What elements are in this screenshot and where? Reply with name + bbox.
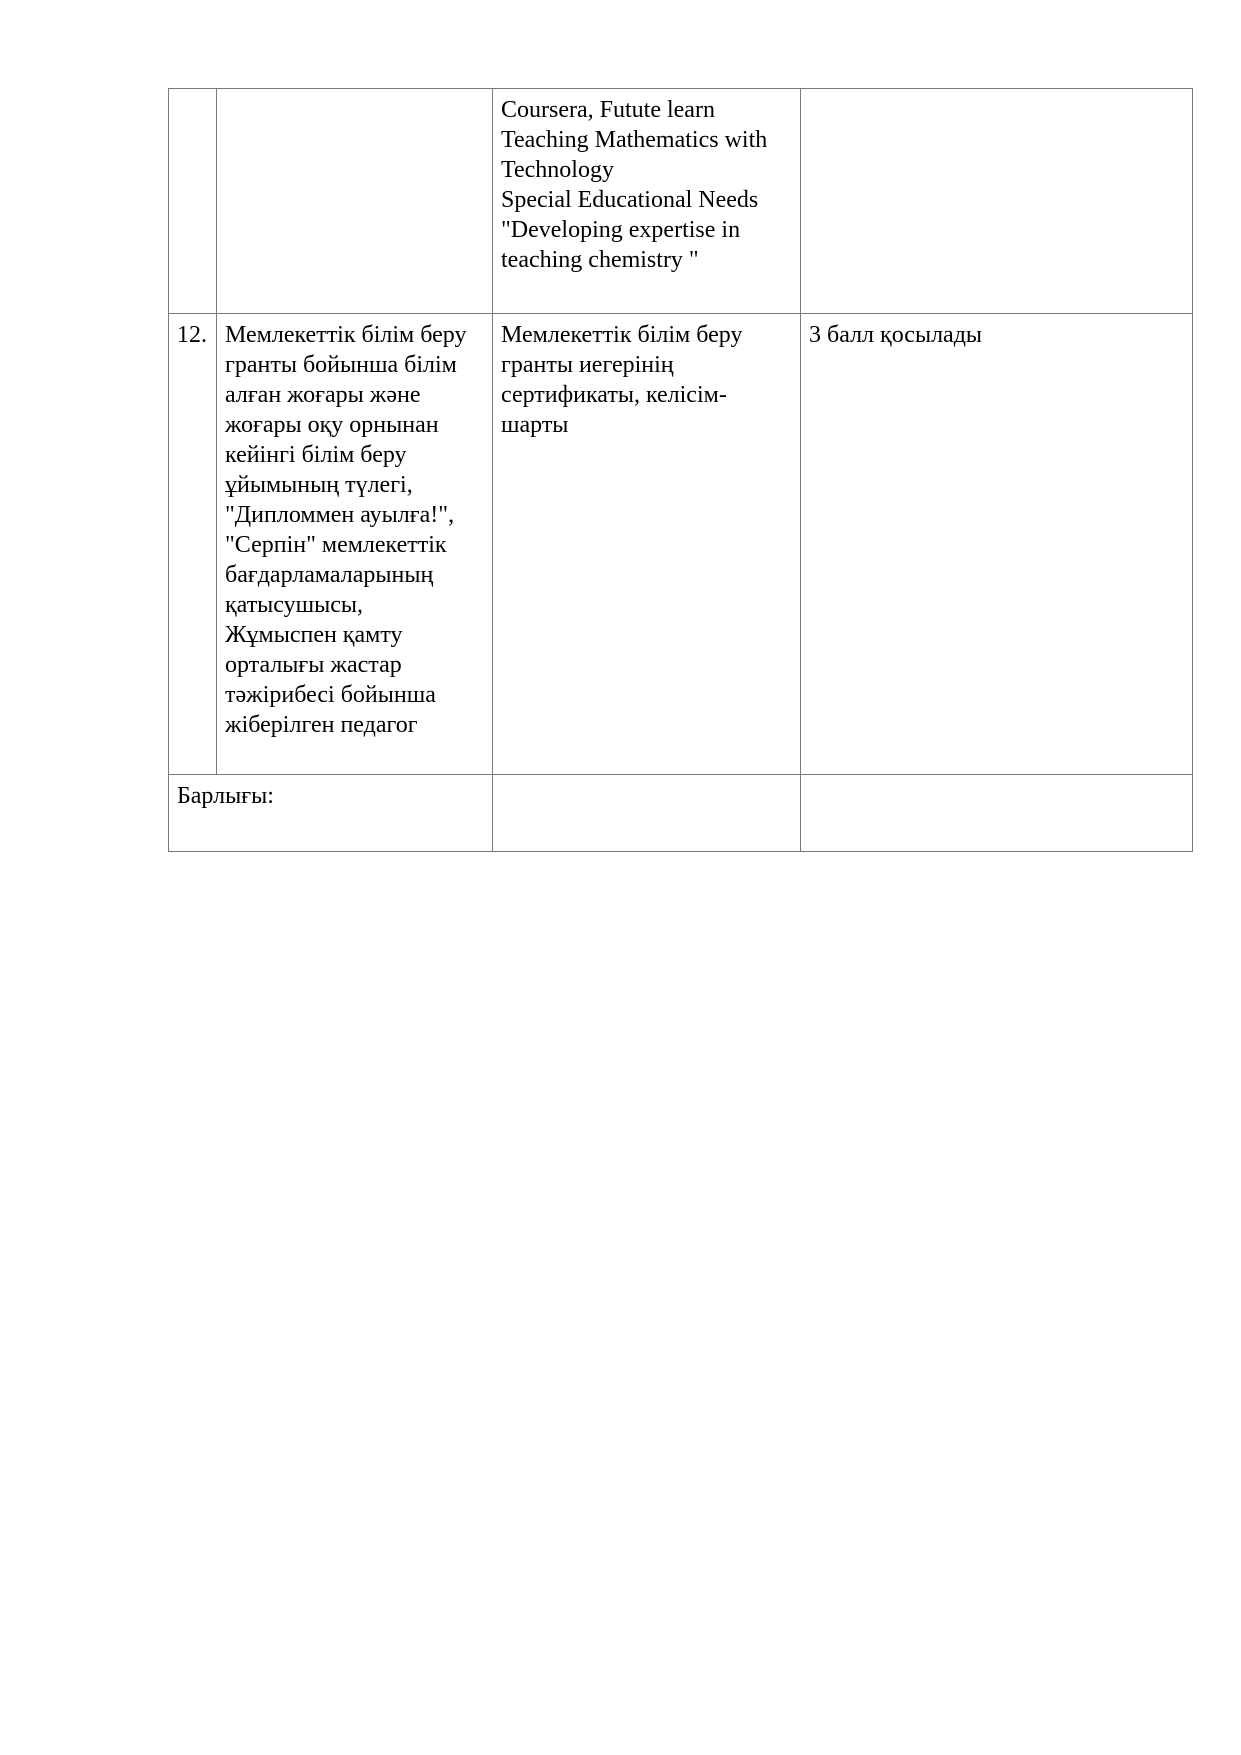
table-row	[169, 314, 1193, 775]
document-line: гранты иегерінің	[501, 352, 674, 378]
criterion-line: "Дипломмен ауылға!",	[225, 502, 455, 528]
criterion-line: бағдарламаларының	[225, 562, 434, 588]
criterion-line: жоғары оқу орнынан	[225, 412, 439, 438]
score-text: 3 балл қосылады	[809, 322, 983, 348]
table-row	[169, 89, 1193, 314]
row-number: 12.	[177, 322, 207, 348]
criteria-table	[168, 88, 1193, 852]
document-line: Special Educational Needs	[501, 187, 759, 213]
criterion-line: жіберілген педагог	[225, 712, 418, 738]
document-line: Coursera, Futute learn	[501, 97, 715, 123]
criterion-line: гранты бойынша білім	[225, 352, 457, 378]
row-number-cell	[169, 89, 217, 314]
total-document-cell	[493, 775, 801, 852]
document-line: шарты	[501, 412, 569, 438]
score-cell	[801, 314, 1193, 775]
document-line: "Developing expertise in	[501, 217, 741, 243]
document-line: сертификаты, келісім-	[501, 382, 727, 408]
criterion-line: кейінгі білім беру	[225, 442, 407, 468]
criterion-line: ұйымының түлегі,	[225, 472, 413, 498]
score-cell	[801, 89, 1193, 314]
criterion-line: қатысушысы,	[225, 592, 364, 618]
criterion-line: орталығы жастар	[225, 652, 402, 678]
total-label: Барлығы:	[177, 783, 274, 809]
document-line: Teaching Mathematics with	[501, 127, 768, 153]
document-line: teaching chemistry "	[501, 247, 699, 273]
total-label-cell	[169, 775, 493, 852]
criterion-line: "Серпін" мемлекеттік	[225, 532, 447, 558]
criterion-cell	[217, 314, 493, 775]
document-cell	[493, 314, 801, 775]
document-line: Мемлекеттік білім беру	[501, 322, 743, 348]
criterion-line: алған жоғары және	[225, 382, 421, 408]
criterion-cell	[217, 89, 493, 314]
row-number-cell	[169, 314, 217, 775]
criterion-line: тәжірибесі бойынша	[225, 682, 436, 708]
document-line: Technology	[501, 157, 614, 183]
document-cell	[493, 89, 801, 314]
total-score-cell	[801, 775, 1193, 852]
total-row	[169, 775, 1193, 852]
criterion-line: Жұмыспен қамту	[225, 622, 403, 648]
criterion-line: Мемлекеттік білім беру	[225, 322, 467, 348]
